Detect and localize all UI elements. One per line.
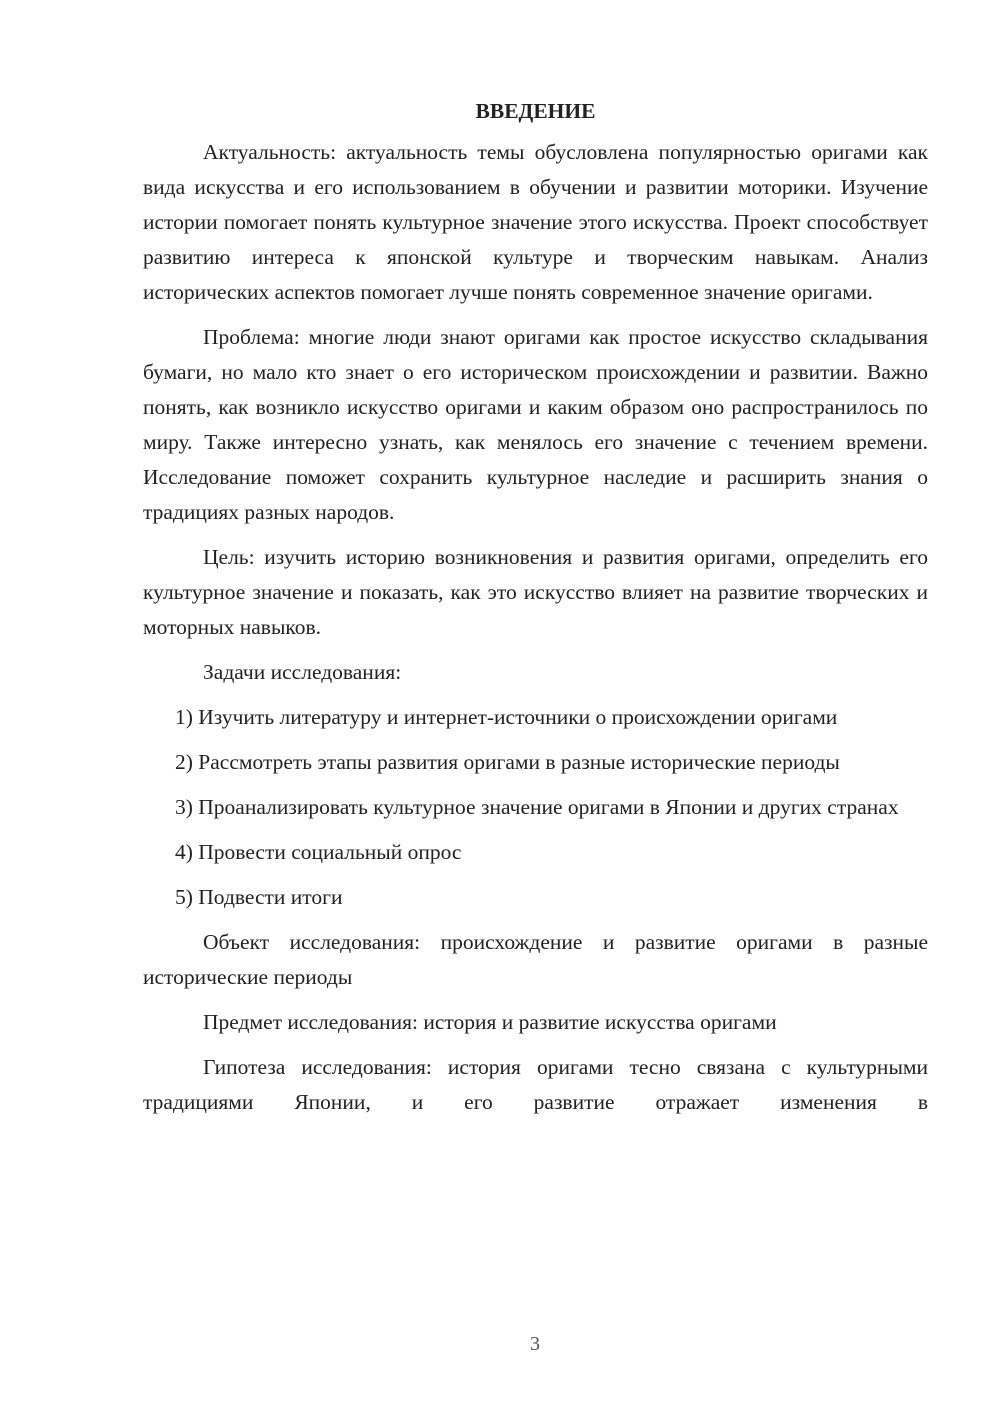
subject-paragraph: Предмет исследования: история и развитие искусства оригами xyxy=(203,1010,777,1034)
page-number: 3 xyxy=(530,1333,540,1355)
hypothesis-paragraph: Гипотеза исследования: история оригами тесно связана с культурными традициями Японии, и его развитие отражает изменения в xyxy=(143,1055,928,1114)
task-item-2: 2) Рассмотреть этапы развития оригами в разные исторические периоды xyxy=(175,750,840,774)
section-title: ВВЕДЕНИЕ xyxy=(475,99,596,123)
problem-paragraph: Проблема: многие люди знают оригами как простое искусство складывания бумаги, но мало кто знает о его историческом происхождении и развитии. Важно понять, как возникло искусство оригами и каким образом оно распространилось по миру. Также интересно узнать, как менялось его значение с течением времени. Исследование поможет сохранить культурное наследие и расширить знания о традициях разных народов. xyxy=(143,325,928,524)
relevance-paragraph: Актуальность: актуальность темы обусловлена популярностью оригами как вида искусства и его использованием в обучении и развитии моторики. Изучение истории помогает понять культурное значение этого искусства. Проект способствует развитию интереса к японской культуре и творческим навыкам. Анализ исторических аспектов помогает лучше понять современное значение оригами. xyxy=(143,140,928,304)
task-item-3: 3) Проанализировать культурное значение оригами в Японии и других странах xyxy=(175,795,899,819)
task-item-5: 5) Подвести итоги xyxy=(175,885,343,909)
document-page xyxy=(143,96,928,1130)
goal-paragraph: Цель: изучить историю возникновения и развития оригами, определить его культурное значение и показать, как это искусство влияет на развитие творческих и моторных навыков. xyxy=(143,545,928,639)
object-paragraph: Объект исследования: происхождение и развитие оригами в разные исторические периоды xyxy=(143,930,928,989)
tasks-heading: Задачи исследования: xyxy=(203,660,402,684)
task-item-1: 1) Изучить литературу и интернет-источники о происхождении оригами xyxy=(175,705,838,729)
task-item-4: 4) Провести социальный опрос xyxy=(175,840,462,864)
